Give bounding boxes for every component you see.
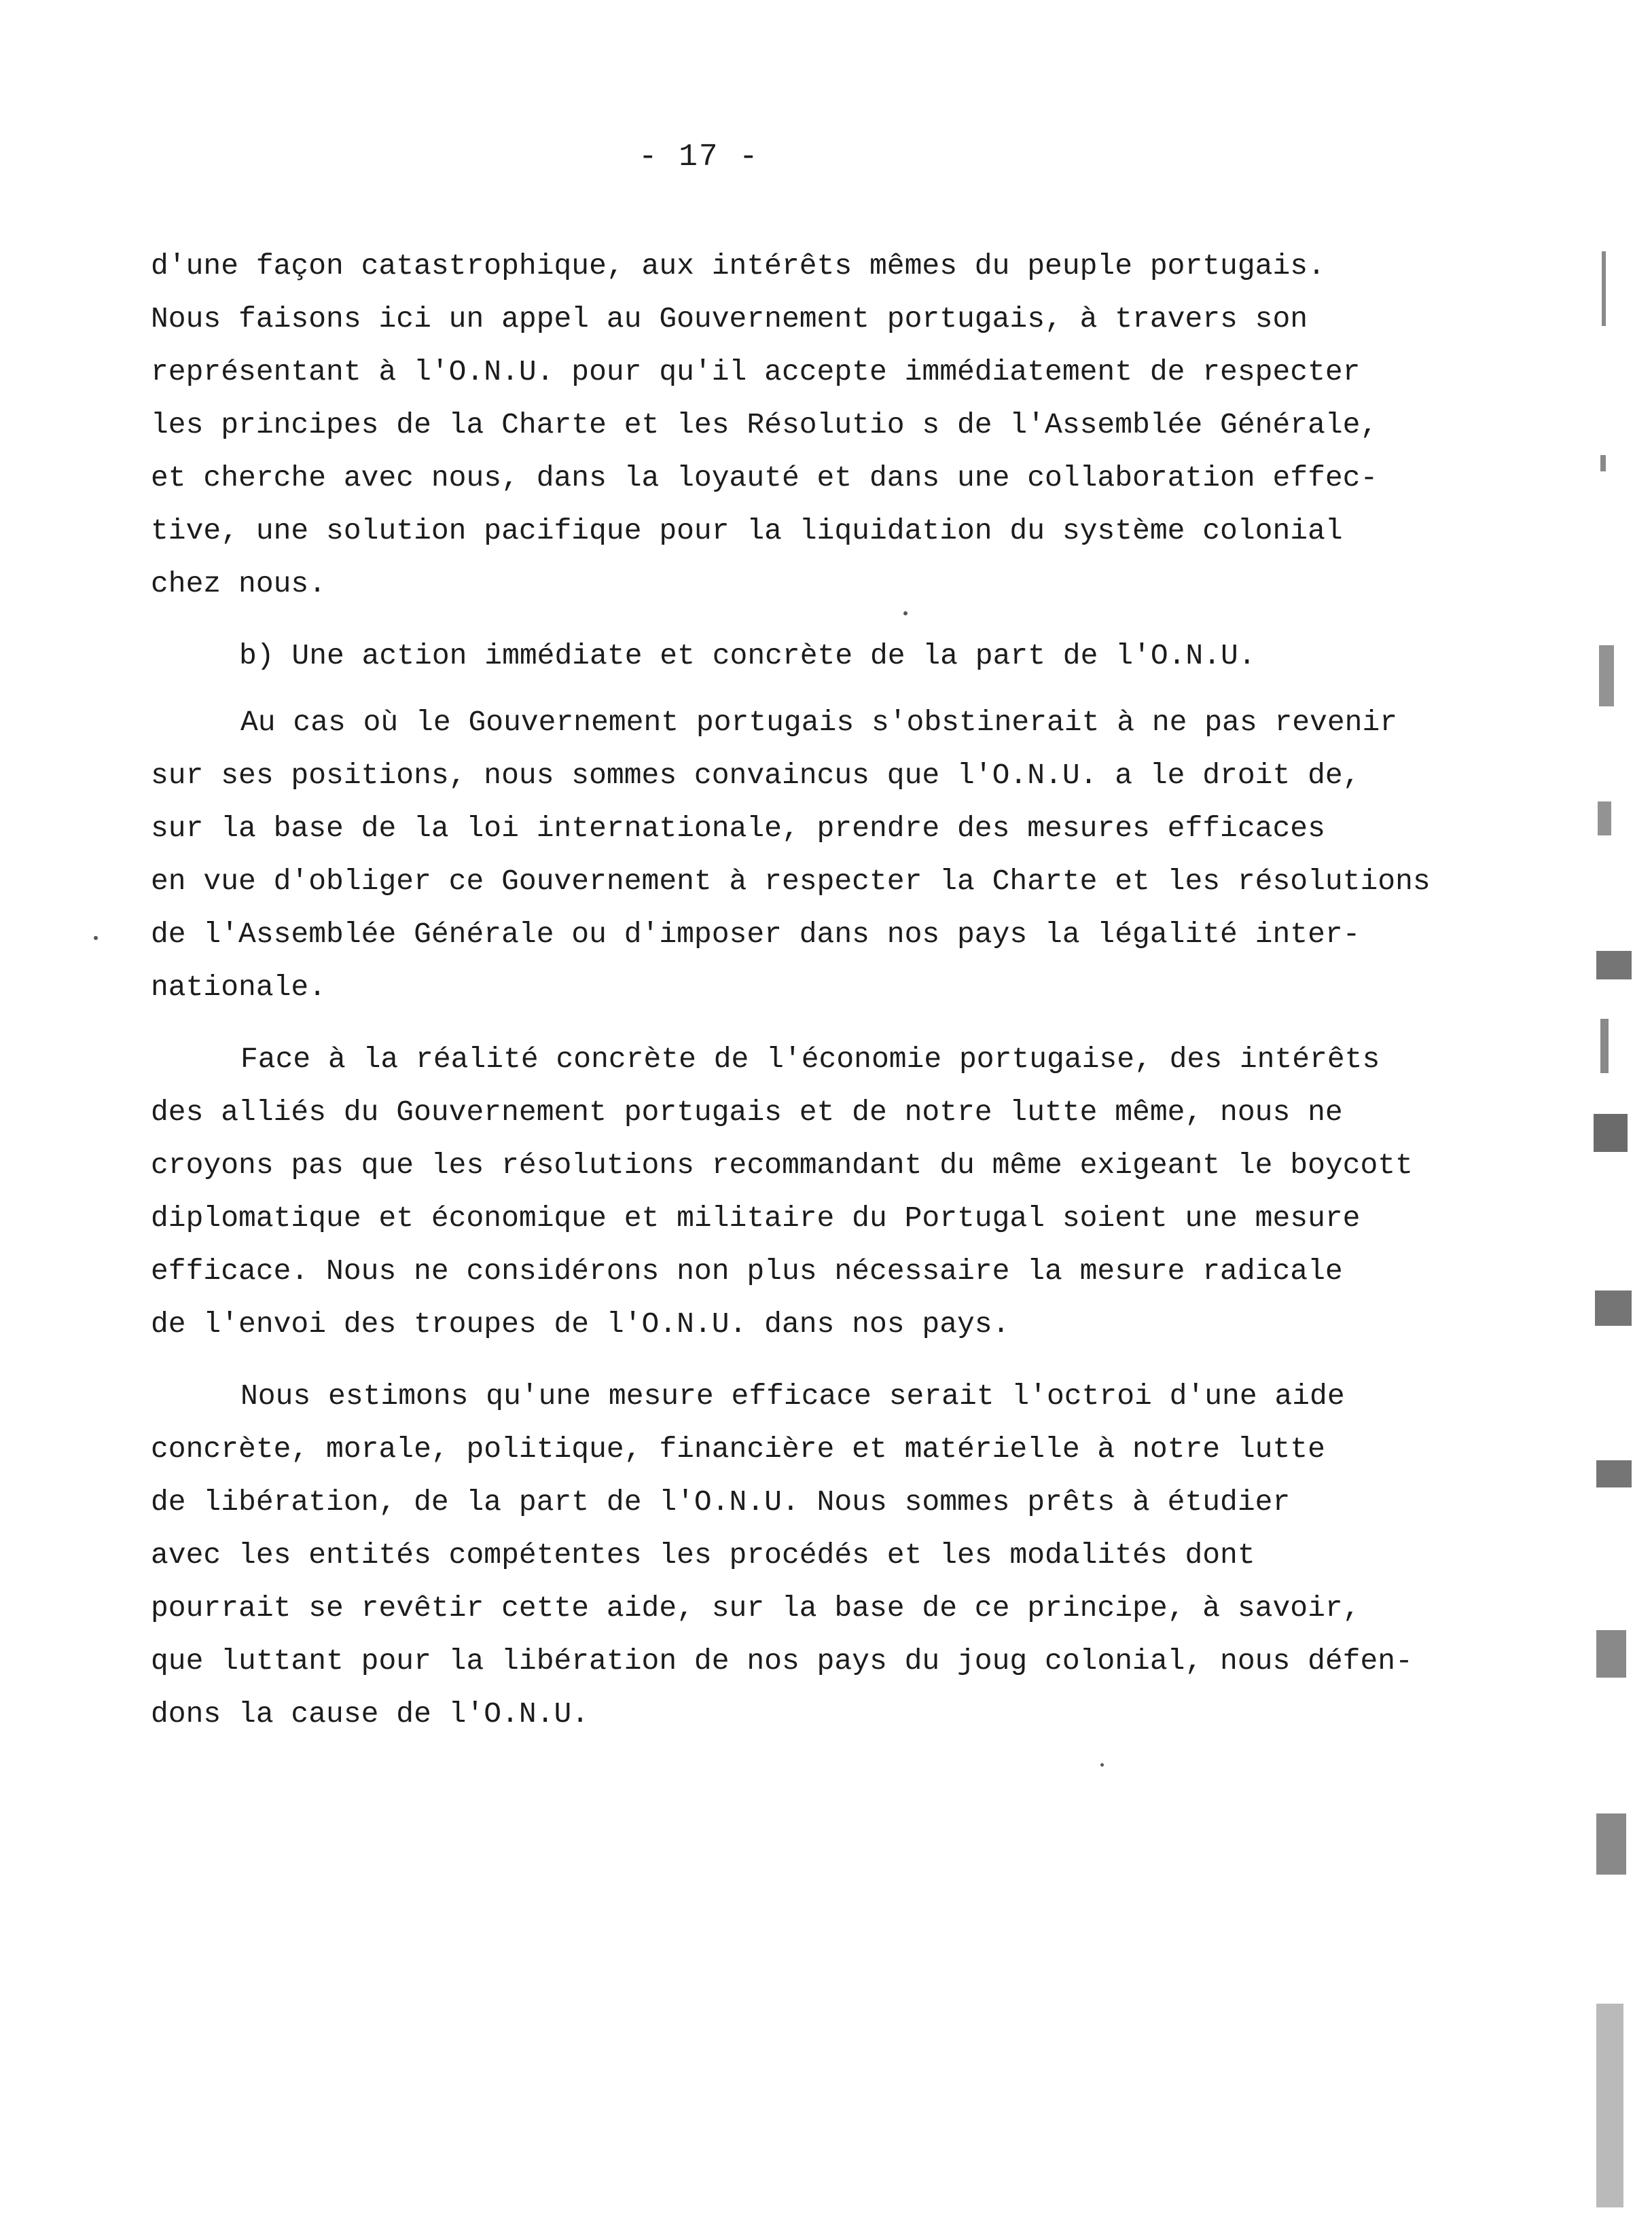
text-line: les principes de la Charte et les Résolutio s de l'Assemblée Générale, [151, 408, 1378, 441]
text-line: b) Une action immédiate et concrète de la part de l'O.N.U. [239, 639, 1256, 672]
text-line: en vue d'obliger ce Gouvernement à respecter la Charte et les résolutions [151, 865, 1431, 898]
text-line: représentant à l'O.N.U. pour qu'il accepte immédiatement de respecter [151, 355, 1361, 389]
text-line: de libération, de la part de l'O.N.U. Nous sommes prêts à étudier [151, 1485, 1291, 1519]
text-line: efficace. Nous ne considérons non plus nécessaire la mesure radicale [151, 1254, 1343, 1288]
text-line: Nous faisons ici un appel au Gouvernement portugais, à travers son [151, 302, 1308, 336]
text-line: tive, une solution pacifique pour la liquidation du système colonial [151, 514, 1343, 547]
text-line: pourrait se revêtir cette aide, sur la base de ce principe, à savoir, [151, 1591, 1361, 1625]
text-line: que luttant pour la libération de nos pays du joug colonial, nous défen- [151, 1644, 1413, 1678]
text-line: Nous estimons qu'une mesure efficace serait l'octroi d'une aide [240, 1379, 1345, 1413]
text-line: avec les entités compétentes les procédés et les modalités dont [151, 1538, 1255, 1572]
text-line: dons la cause de l'O.N.U. [151, 1697, 590, 1731]
text-line: croyons pas que les résolutions recommandant du même exigeant le boycott [151, 1149, 1413, 1182]
text-line: Face à la réalité concrète de l'économie portugaise, des intérêts [240, 1043, 1380, 1076]
text-line: Au cas où le Gouvernement portugais s'obstinerait à ne pas revenir [240, 706, 1398, 739]
text-line: d'une façon catastrophique, aux intérêts mêmes du peuple portugais. [151, 249, 1325, 283]
text-line: et cherche avec nous, dans la loyauté et dans une collaboration effec- [151, 461, 1378, 494]
text-line: sur la base de la loi internationale, prendre des mesures efficaces [151, 812, 1325, 845]
text-line: sur ses positions, nous sommes convaincus que l'O.N.U. a le droit de, [151, 759, 1361, 792]
text-line: de l'envoi des troupes de l'O.N.U. dans nos pays. [151, 1307, 1010, 1341]
text-line: chez nous. [151, 567, 327, 600]
page-number: - 17 - [639, 139, 759, 175]
text-line: nationale. [151, 971, 327, 1004]
text-line: des alliés du Gouvernement portugais et de notre lutte même, nous ne [151, 1096, 1343, 1129]
text-line: concrète, morale, politique, financière et matérielle à notre lutte [151, 1432, 1325, 1466]
text-line: de l'Assemblée Générale ou d'imposer dans nos pays la légalité inter- [151, 918, 1361, 951]
text-line: diplomatique et économique et militaire du Portugal soient une mesure [151, 1202, 1361, 1235]
